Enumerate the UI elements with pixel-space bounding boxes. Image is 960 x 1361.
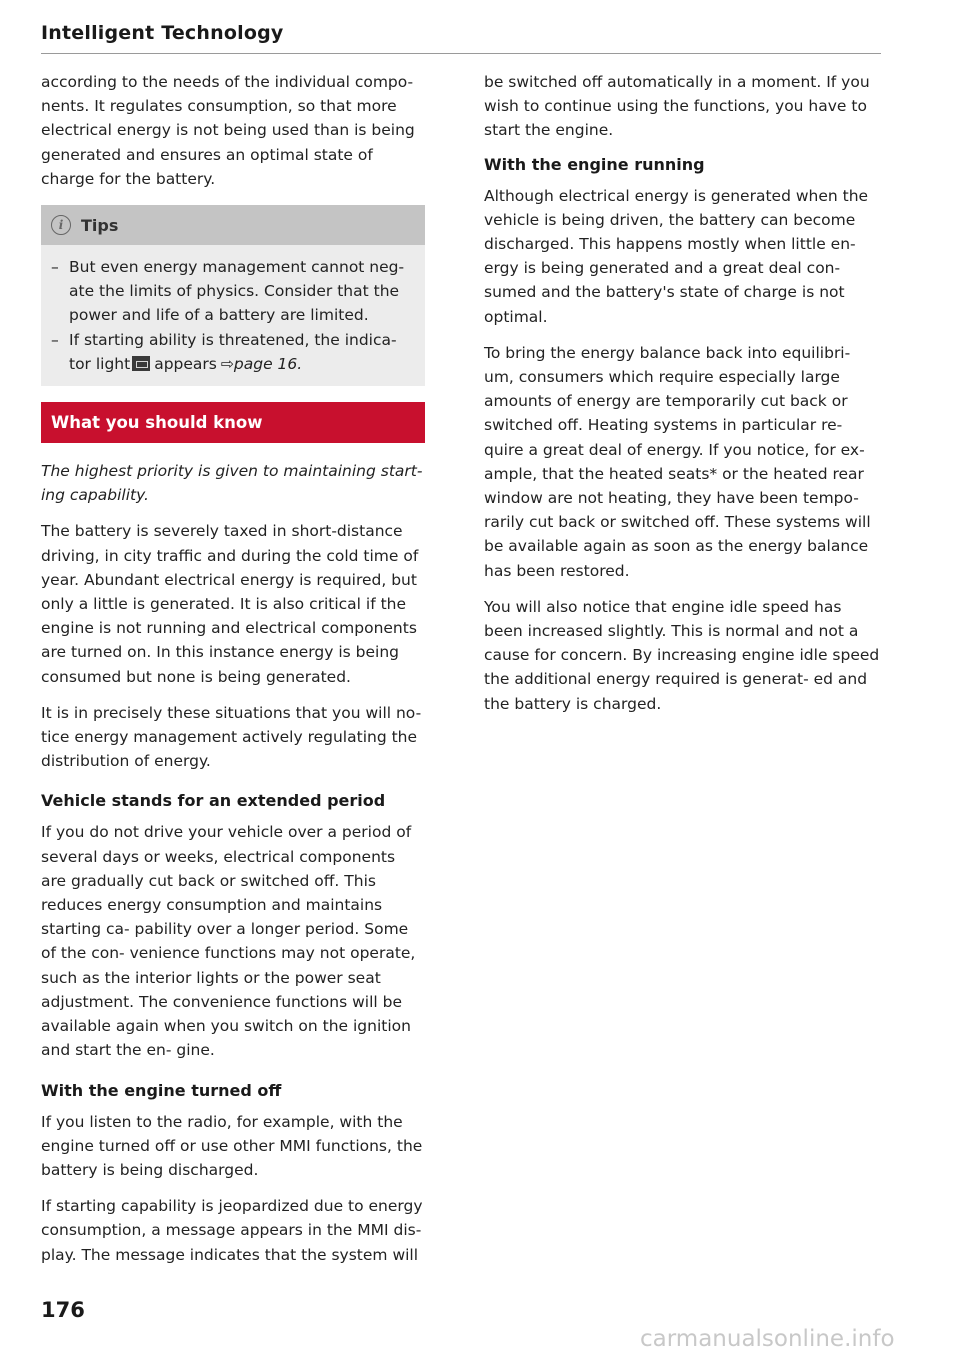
- tip-text: appears: [154, 354, 217, 373]
- intro-paragraph: according to the needs of the individual compo- nents. It regulates consumption, so that more electrical energy is not being used than is being generated and ensures an optimal state of charge for the battery.: [41, 73, 415, 188]
- subheading-engine-running: With the engine running: [484, 154, 705, 174]
- body-paragraph: To bring the energy balance back into equilibri- um, consumers which require especially large amounts of energy are temporarily cut back or switched off. Heating systems in particular re- quire a great deal of energy. If you notice, for ex- ample, that the heated seats* or the heated rear window are not heating, they have been tempo- rarily cut back or switched off. These systems will be available again as soon as the energy balance has been restored.: [484, 343, 871, 580]
- tip-text: If starting ability is threatened, the indica- tor light: [69, 330, 397, 373]
- tips-title: Tips: [81, 215, 119, 235]
- body-paragraph: It is in precisely these situations that you will no- tice energy management actively regulating the distribution of energy.: [41, 703, 422, 771]
- tips-body: [41, 245, 425, 386]
- page-header-title: Intelligent Technology: [41, 22, 284, 44]
- section-banner: What you should know: [41, 402, 425, 443]
- battery-warning-icon: [132, 356, 150, 371]
- tip-item: [51, 255, 413, 328]
- body-paragraph: If you do not drive your vehicle over a period of several days or weeks, electrical components are gradually cut back or switched off. This reduces energy consumption and maintains starting ca- pability over a longer period. Some of the con- venience functions may not operate, such as the interior lights or the power seat adjustment. The convenience functions will be available again when you switch on the ignition and start the en- gine.: [41, 823, 416, 1060]
- tips-header: [41, 205, 425, 245]
- subheading-vehicle-stands: Vehicle stands for an extended period: [41, 791, 386, 811]
- subheading-engine-off: With the engine turned off: [41, 1080, 282, 1100]
- left-column: [41, 70, 425, 1279]
- tip-item: [51, 328, 413, 376]
- page-reference-link[interactable]: page 16.: [233, 354, 303, 373]
- info-icon: i: [51, 215, 71, 235]
- italic-lead: The highest priority is given to maintaining start- ing capability.: [41, 462, 423, 505]
- watermark: carmanualsonline.info: [640, 1326, 895, 1352]
- body-paragraph: You will also notice that engine idle speed has been increased slightly. This is normal and not a cause for concern. By increasing engine idle speed the additional energy required is generat- ed and the battery is charged.: [484, 597, 880, 713]
- tip-text: But even energy management cannot neg- ate the limits of physics. Consider that the power and life of a battery are limited.: [69, 258, 405, 325]
- header-divider: [41, 53, 881, 54]
- tips-box: [41, 205, 425, 386]
- body-paragraph: be switched off automatically in a moment. If you wish to continue using the functions, you have to start the engine.: [484, 73, 870, 140]
- page-number: 176: [41, 1298, 85, 1322]
- body-paragraph: Although electrical energy is generated when the vehicle is being driven, the battery can become discharged. This happens mostly when little en- ergy is being generated and a great deal con- sumed and the battery's state of charge is not optimal.: [484, 186, 869, 326]
- body-paragraph: The battery is severely taxed in short-distance driving, in city traffic and during the cold time of year. Abundant electrical energy is required, but only a little is generated. It is also critical if the engine is not running and electrical components are turned on. In this instance energy is being consumed but none is being generated.: [41, 522, 419, 686]
- right-column: [484, 70, 882, 728]
- body-paragraph: If you listen to the radio, for example, with the engine turned off or use other MMI functions, the battery is being discharged.: [41, 1112, 423, 1179]
- body-paragraph: If starting capability is jeopardized due to energy consumption, a message appears in the MMI dis- play. The message indicates that the system will: [41, 1197, 423, 1264]
- page-reference-arrow-icon: ⇨: [220, 354, 234, 373]
